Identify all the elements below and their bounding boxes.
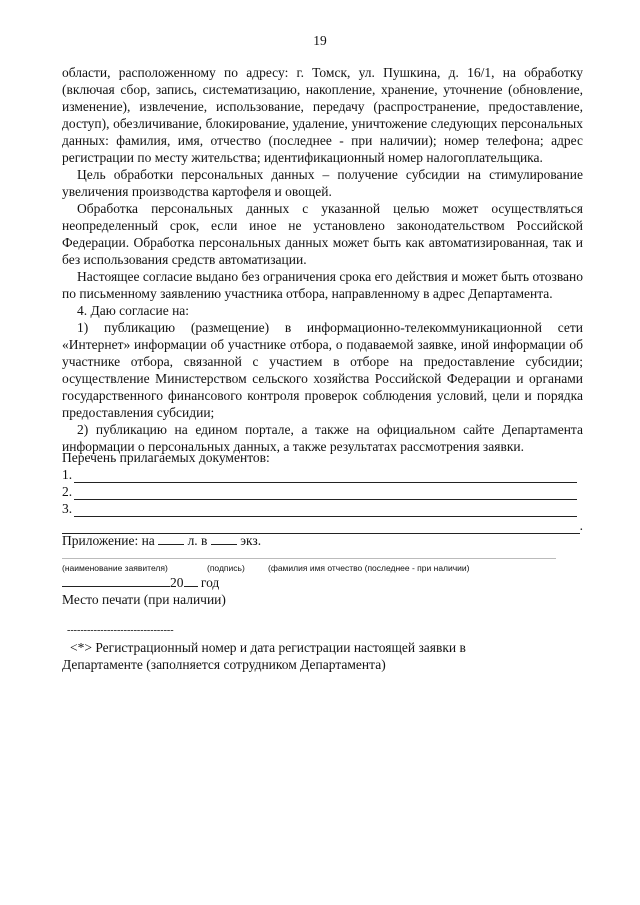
paragraph-processing-scope: области, расположенному по адресу: г. Томск, ул. Пушкина, д. 16/1, на обработку (включая сбор, запись, систематизацию, накопление, хранение, уточнение (обновление, изменение), извлечение, использование, передачу (распространение, предоставление, доступ), обезличивание, блокирование, удаление, уничтожение следующих персональных данных: фамилия, имя, отчество (последнее - при наличии); номер телефона; адрес регистрации по месту жительства; идентификационный номер налогоплательщика. [62, 65, 583, 165]
footnote-separator: -------------------------------- [67, 625, 174, 636]
date-blank[interactable] [62, 574, 170, 587]
appendix-copies-blank[interactable] [211, 532, 237, 545]
document-line-1[interactable]: 1. [62, 466, 583, 483]
year-blank[interactable] [184, 574, 198, 587]
seal-place: Место печати (при наличии) [62, 592, 226, 607]
paragraph-consent-portal: 2) публикацию на едином портале, а также на официальном сайте Департамента информации о персональных данных, а также результатах рассмотрения заявки. [62, 422, 583, 454]
caption-applicant: (наименование заявителя) [62, 563, 168, 573]
date-line: 20 год [62, 574, 219, 591]
caption-signature: (подпись) [207, 563, 245, 573]
caption-full-name: (фамилия имя отчество (последнее - при наличии) [268, 563, 470, 573]
paragraph-validity: Настоящее согласие выдано без ограничения срока его действия и может быть отозвано по письменному заявлению участника отбора, направленному в адрес Департамента. [62, 269, 583, 301]
signature-line[interactable] [62, 558, 556, 559]
document-line-extra[interactable]: . [62, 517, 583, 534]
footnote-text: <*> Регистрационный номер и дата регистрации настоящей заявки в Департаменте (заполняется сотрудником Департамента) [62, 640, 466, 672]
documents-heading: Перечень прилагаемых документов: [62, 450, 270, 465]
documents-list [62, 449, 583, 534]
page-number: 19 [313, 33, 327, 48]
paragraph-term: Обработка персональных данных с указанной целью может осуществляться неопределенный срок, если иное не установлено законодательством Российской Федерации. Обработка персональных данных может быть как автоматизированная, так и без использования средств автоматизации. [62, 201, 583, 267]
appendix-sheets-blank[interactable] [158, 532, 184, 545]
document-line-3[interactable]: 3. [62, 500, 583, 517]
paragraph-consent-publication: 1) публикацию (размещение) в информационно-телекоммуникационной сети «Интернет» информации об участнике отбора, о подаваемой заявке, иной информации об участнике отбора, связанной с участием в отборе на предоставление субсидии; осуществление Министерством сельского хозяйства Российской Федерации и органами государственного финансового контроля проверок соблюдения условий, цели и порядка предоставления субсидии; [62, 320, 583, 420]
consent-text [62, 64, 583, 455]
appendix-line: Приложение: на л. в экз. [62, 533, 262, 548]
paragraph-purpose: Цель обработки персональных данных – получение субсидии на стимулирование увеличения производства картофеля и овощей. [62, 167, 583, 199]
paragraph-consent-heading: 4. Даю согласие на: [77, 303, 190, 318]
document-line-2[interactable]: 2. [62, 483, 583, 500]
